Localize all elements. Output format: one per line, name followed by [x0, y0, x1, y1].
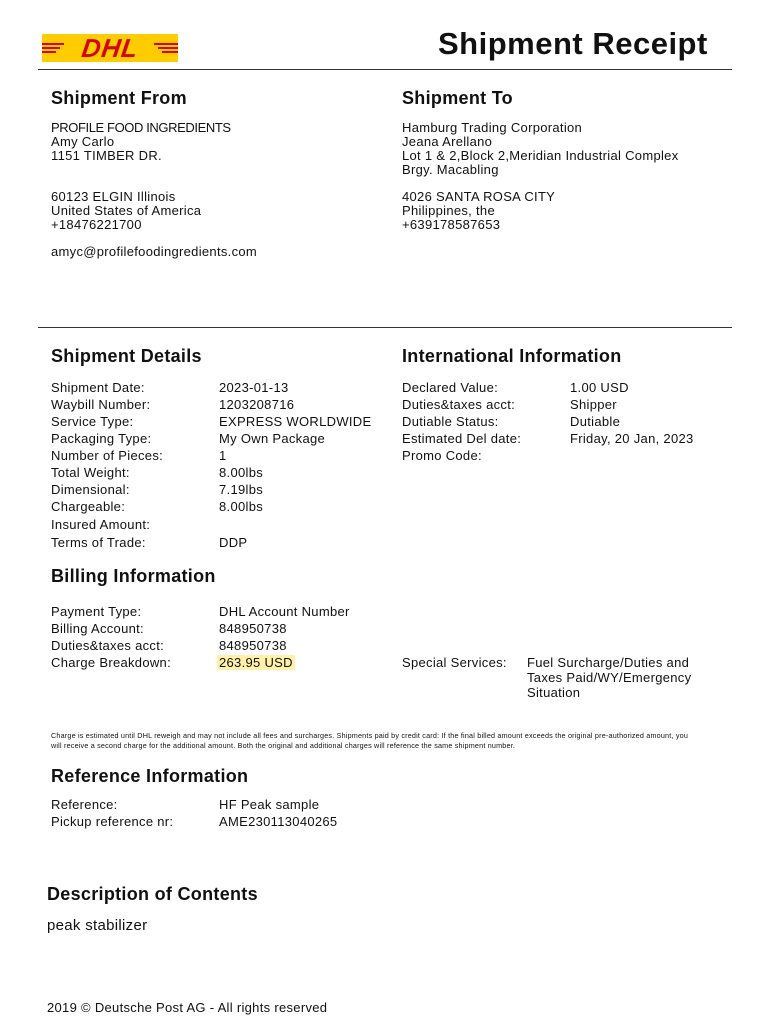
international-info-heading: International Information: [402, 346, 622, 366]
billing-label: Duties&taxes acct:: [51, 638, 165, 653]
copyright-footer: 2019 © Deutsche Post AG - All rights reserved: [47, 1000, 328, 1015]
detail-label: Dimensional:: [51, 482, 130, 497]
from-phone: +18476221700: [51, 217, 142, 232]
detail-label: Terms of Trade:: [51, 535, 146, 550]
from-company: PROFILE FOOD INGREDIENTS: [51, 120, 231, 135]
special-services-line: Situation: [527, 685, 581, 700]
detail-value: 7.19lbs: [219, 482, 264, 497]
detail-value: 1203208716: [219, 397, 295, 412]
intl-label: Duties&taxes acct:: [402, 397, 516, 412]
logo-wordmark: DHL: [79, 33, 141, 63]
from-address: 1151 TIMBER DR.: [51, 148, 162, 163]
charge-amount-highlight: 263.95 USD: [219, 655, 293, 670]
intl-label: Estimated Del date:: [402, 431, 522, 446]
shipment-details-heading: Shipment Details: [51, 346, 202, 366]
intl-label: Declared Value:: [402, 380, 499, 395]
detail-value: My Own Package: [219, 431, 326, 446]
to-company: Hamburg Trading Corporation: [402, 120, 583, 135]
from-country: United States of America: [51, 203, 202, 218]
charge-disclaimer: Charge is estimated until DHL reweigh and may not include all fees and surcharges. Shipments paid by credit card: If the final billed amount exceeds the original pre-authorized amount, you will receive a second charge for the additional amount. Both the original and additional charges will reference the same shipment number.: [51, 731, 689, 750]
special-services-line: Taxes Paid/WY/Emergency: [527, 670, 692, 685]
reference-label: Pickup reference nr:: [51, 814, 174, 829]
detail-label: Chargeable:: [51, 499, 126, 514]
divider: [38, 327, 732, 328]
billing-value: 848950738: [219, 638, 287, 653]
billing-label: Billing Account:: [51, 621, 144, 636]
special-services-line: Fuel Surcharge/Duties and: [527, 655, 690, 670]
intl-label: Promo Code:: [402, 448, 482, 463]
detail-value: EXPRESS WORLDWIDE: [219, 414, 372, 429]
billing-info-heading: Billing Information: [51, 566, 216, 586]
dhl-logo: [42, 34, 178, 62]
billing-value: 848950738: [219, 621, 287, 636]
to-country: Philippines, the: [402, 203, 495, 218]
detail-label: Packaging Type:: [51, 431, 152, 446]
intl-value: Shipper: [570, 397, 617, 412]
detail-value: 2023-01-13: [219, 380, 289, 395]
detail-label: Shipment Date:: [51, 380, 145, 395]
detail-value: 1: [219, 448, 227, 463]
billing-label: Charge Breakdown:: [51, 655, 171, 670]
contents-description: peak stabilizer: [47, 917, 148, 934]
billing-value: DHL Account Number: [219, 604, 350, 619]
to-address-line2: Brgy. Macabling: [402, 162, 499, 177]
divider: [38, 69, 732, 70]
intl-value: Friday, 20 Jan, 2023: [570, 431, 694, 446]
intl-label: Dutiable Status:: [402, 414, 499, 429]
reference-label: Reference:: [51, 797, 118, 812]
detail-value: 8.00lbs: [219, 499, 264, 514]
page-title: Shipment Receipt: [438, 26, 708, 61]
detail-label: Number of Pieces:: [51, 448, 164, 463]
detail-label: Waybill Number:: [51, 397, 151, 412]
billing-label: Payment Type:: [51, 604, 142, 619]
contents-heading: Description of Contents: [47, 884, 258, 904]
from-email: amyc@profilefoodingredients.com: [51, 244, 258, 259]
from-city: 60123 ELGIN Illinois: [51, 189, 176, 204]
shipment-from-heading: Shipment From: [51, 88, 187, 108]
to-phone: +639178587653: [402, 217, 501, 232]
shipment-to-heading: Shipment To: [402, 88, 513, 108]
reference-info-heading: Reference Information: [51, 766, 249, 786]
detail-label: Insured Amount:: [51, 517, 151, 532]
intl-value: 1.00 USD: [570, 380, 629, 395]
to-contact: Jeana Arellano: [402, 134, 493, 149]
reference-value: AME230113040265: [219, 814, 338, 829]
reference-value: HF Peak sample: [219, 797, 320, 812]
to-city: 4026 SANTA ROSA CITY: [402, 189, 556, 204]
detail-value: 8.00lbs: [219, 465, 264, 480]
detail-label: Total Weight:: [51, 465, 130, 480]
intl-value: Dutiable: [570, 414, 621, 429]
to-address-line1: Lot 1 & 2,Block 2,Meridian Industrial Complex: [402, 148, 679, 163]
special-services-label: Special Services:: [402, 655, 507, 670]
detail-value: DDP: [219, 535, 248, 550]
detail-label: Service Type:: [51, 414, 134, 429]
from-contact: Amy Carlo: [51, 134, 115, 149]
